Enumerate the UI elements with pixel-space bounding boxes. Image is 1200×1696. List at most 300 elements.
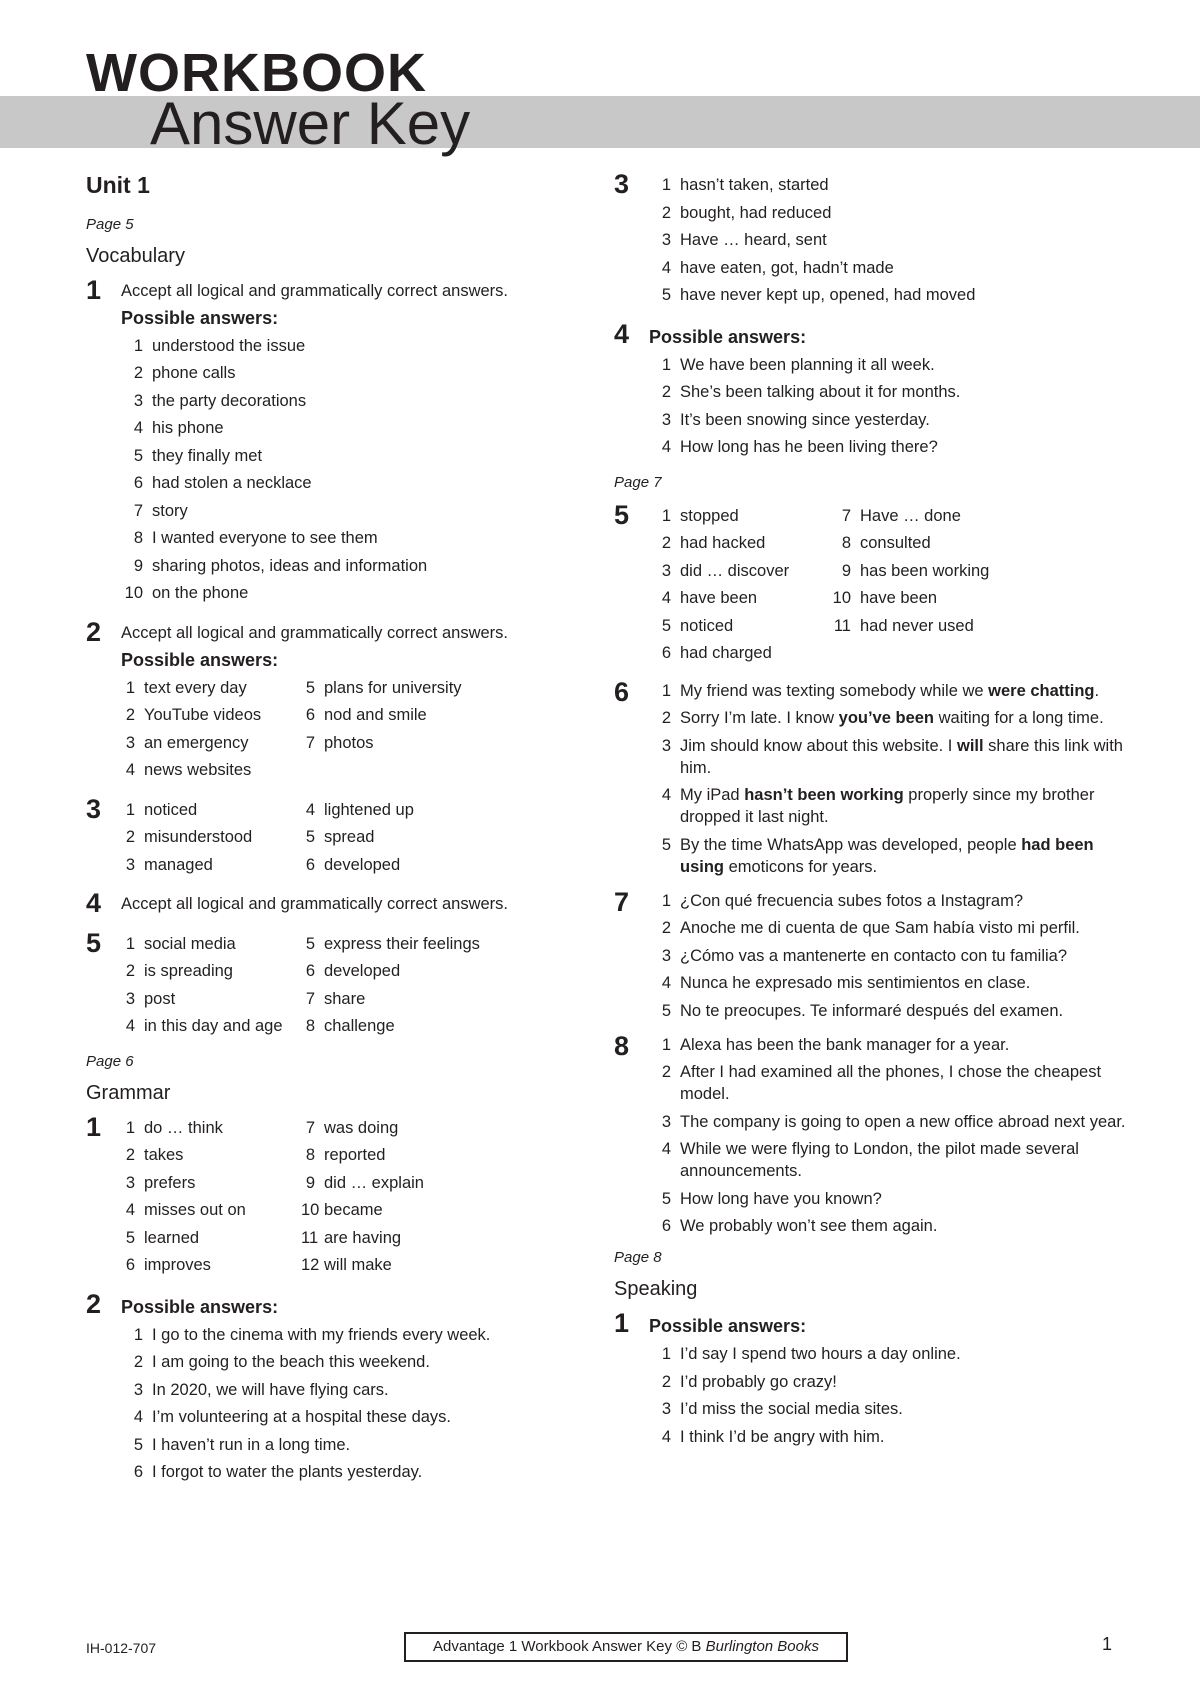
footer-code: IH-012-707 [86, 1640, 157, 1656]
list-item [649, 640, 829, 668]
item-number: 9 [133, 556, 143, 575]
item-number: 4 [661, 1140, 671, 1158]
list-item [649, 282, 1134, 310]
item-number: 2 [125, 706, 135, 725]
item-text: has been working [860, 561, 990, 580]
list-item [301, 986, 531, 1014]
item-number: 5 [661, 286, 671, 304]
list-item [301, 1252, 531, 1280]
item-text: Have … done [860, 506, 961, 525]
answer-list [121, 931, 301, 1041]
item-text-bold: you’ve been [838, 709, 935, 727]
item-text: In 2020, we will have flying cars. [152, 1380, 389, 1399]
answer-grid [121, 675, 586, 785]
list-item [121, 958, 301, 986]
item-text: had charged [680, 644, 772, 662]
item-text: I am going to the beach this weekend. [152, 1353, 430, 1372]
item-text: reported [324, 1146, 386, 1165]
grammar-exercise-7 [614, 886, 1134, 1022]
footer-copyright [404, 1632, 848, 1662]
list-item [301, 1142, 531, 1170]
item-text: express their feelings [324, 934, 480, 953]
item-text: post [144, 989, 176, 1008]
item-text [680, 784, 1134, 828]
item-number: 2 [661, 383, 671, 401]
item-number: 1 [125, 934, 135, 953]
item-text: had hacked [680, 534, 766, 552]
list-item [649, 558, 829, 586]
answer-list [649, 503, 829, 668]
list-item [649, 1061, 1134, 1105]
item-number: 3 [133, 391, 143, 410]
item-number: 4 [125, 761, 135, 780]
list-item [649, 1369, 1134, 1397]
grammar-exercise-5 [614, 499, 1134, 668]
list-item [301, 1115, 531, 1143]
list-item [121, 470, 586, 498]
item-text [680, 735, 1134, 779]
answer-list [301, 931, 531, 1041]
list-item [649, 707, 1134, 729]
item-number: 10 [124, 584, 143, 603]
item-text-part: Jim should know about this website. I [680, 736, 957, 755]
list-item [649, 379, 1134, 407]
list-item [829, 503, 1059, 531]
item-text-bold: will [956, 736, 984, 755]
possible-answers-label: Possible answers: [121, 308, 279, 329]
item-text: misses out on [144, 1201, 246, 1220]
list-item [829, 558, 1059, 586]
item-text-part: emoticons for years. [724, 857, 878, 876]
list-item [121, 1404, 586, 1432]
item-number: 8 [841, 534, 851, 552]
list-item [649, 1111, 1134, 1133]
list-item [649, 890, 1134, 912]
answer-list [301, 675, 531, 785]
item-text: YouTube videos [144, 706, 262, 725]
item-text: hasn’t taken, started [680, 176, 829, 194]
item-number: 3 [125, 989, 135, 1008]
item-number: 4 [305, 800, 315, 819]
list-item [121, 1225, 301, 1253]
vocab-exercise-2 [86, 616, 586, 785]
item-text: I haven’t run in a long time. [152, 1435, 351, 1454]
list-item [649, 503, 829, 531]
possible-answers-label: Possible answers: [121, 1296, 279, 1317]
item-number: 6 [661, 644, 671, 662]
item-text: noticed [144, 800, 198, 819]
item-text [680, 680, 1134, 702]
footer-copyright-text: Advantage 1 Workbook Answer Key © B [433, 1638, 706, 1655]
item-number: 4 [661, 258, 671, 277]
item-number: 6 [305, 706, 315, 725]
answer-list [121, 333, 586, 608]
item-number: 2 [661, 203, 671, 222]
item-text: the party decorations [152, 391, 307, 410]
item-text: his phone [152, 419, 224, 438]
item-number: 3 [661, 410, 671, 429]
list-item [121, 333, 586, 361]
list-item [121, 360, 586, 388]
list-item [121, 1197, 301, 1225]
list-item [649, 917, 1134, 939]
item-text: have eaten, got, hadn’t made [680, 258, 894, 277]
item-number: 7 [305, 989, 315, 1008]
item-number: 3 [661, 736, 671, 755]
list-item [649, 972, 1134, 994]
item-number: 2 [661, 1063, 671, 1081]
vocab-exercise-4 [86, 888, 586, 919]
item-number: 9 [305, 1173, 315, 1192]
item-number: 3 [133, 1380, 143, 1399]
item-text: ¿Cómo vas a mantenerte en contacto con tu familia? [680, 946, 1068, 965]
item-text: do … think [144, 1118, 223, 1137]
list-item [121, 580, 586, 608]
answer-list [301, 797, 531, 880]
list-item [649, 834, 1134, 878]
item-number: 5 [661, 616, 671, 635]
page-ref: Page 8 [614, 1249, 662, 1266]
item-text: improves [144, 1256, 211, 1275]
item-number: 6 [133, 1463, 143, 1482]
list-item [301, 1170, 531, 1198]
answer-list [121, 797, 301, 880]
item-text: It’s been snowing since yesterday. [680, 410, 930, 429]
item-text: spread [324, 828, 375, 847]
list-item [649, 1000, 1134, 1022]
unit-title: Unit 1 [86, 172, 150, 198]
item-text: We probably won’t see them again. [680, 1217, 938, 1235]
item-text: I’d say I spend two hours a day online. [680, 1345, 961, 1363]
list-item [121, 675, 301, 703]
right-column [614, 169, 1134, 1463]
item-number: 4 [661, 1427, 671, 1446]
item-text: Alexa has been the bank manager for a year. [680, 1035, 1010, 1054]
list-item [301, 931, 531, 959]
item-text: I’d miss the social media sites. [680, 1400, 903, 1418]
page-ref: Page 5 [86, 215, 134, 233]
item-number: 2 [661, 709, 671, 727]
answer-list [121, 675, 301, 785]
list-item [649, 200, 1134, 228]
footer-brand: Burlington Books [705, 1638, 819, 1655]
list-item [649, 680, 1134, 702]
exercise-instruction: Accept all logical and grammatically correct answers. [121, 281, 508, 300]
item-text: developed [324, 855, 401, 874]
speaking-exercise-1 [614, 1308, 1134, 1451]
item-text: on the phone [152, 584, 249, 603]
list-item [301, 797, 531, 825]
list-item [121, 852, 301, 880]
answer-grid [649, 503, 1134, 668]
list-item [649, 352, 1134, 380]
list-item [121, 1142, 301, 1170]
grammar-exercise-1 [86, 1111, 586, 1280]
list-item [121, 757, 301, 785]
list-item [829, 613, 1059, 641]
item-number: 12 [301, 1256, 320, 1275]
item-number: 11 [301, 1228, 319, 1247]
list-item [121, 498, 586, 526]
item-text: share [324, 989, 366, 1008]
item-number: 5 [305, 934, 315, 953]
answer-list [301, 1115, 531, 1280]
section-title-speaking: Speaking [614, 1278, 698, 1300]
item-text [680, 707, 1134, 729]
list-item [829, 585, 1059, 613]
item-text: nod and smile [324, 706, 427, 725]
list-item [301, 1225, 531, 1253]
list-item [649, 407, 1134, 435]
item-text: was doing [324, 1118, 399, 1137]
item-text: have been [680, 589, 758, 607]
exercise-number: 2 [86, 1288, 102, 1319]
item-number: 4 [661, 974, 671, 992]
list-item [301, 702, 531, 730]
item-text-bold: hasn’t been working [744, 786, 904, 804]
item-text: takes [144, 1146, 184, 1165]
item-text: have been [860, 589, 938, 607]
list-item [649, 613, 829, 641]
grammar-exercise-6 [614, 676, 1134, 878]
list-item [649, 1138, 1134, 1182]
exercise-number: 1 [86, 1111, 102, 1142]
item-text: The company is going to open a new office abroad next year. [680, 1112, 1126, 1131]
list-item [121, 525, 586, 553]
list-item [829, 530, 1059, 558]
item-text: How long have you known? [680, 1189, 882, 1208]
exercise-number: 6 [614, 676, 630, 707]
exercise-number: 4 [86, 888, 102, 919]
item-text: misunderstood [144, 828, 253, 847]
list-item [121, 1252, 301, 1280]
answer-list [649, 352, 1134, 462]
item-number: 3 [661, 561, 671, 580]
list-item [649, 1341, 1134, 1369]
exercise-number: 3 [614, 169, 630, 199]
item-number: 4 [661, 589, 671, 607]
item-number: 5 [305, 678, 315, 697]
item-number: 1 [661, 506, 671, 525]
item-number: 7 [841, 506, 851, 525]
item-text: ¿Con qué frecuencia subes fotos a Instagram? [680, 891, 1024, 910]
item-number: 2 [125, 828, 135, 847]
item-text-part: My iPad [680, 786, 745, 804]
item-number: 1 [133, 1325, 143, 1344]
item-number: 1 [133, 336, 143, 355]
item-number: 5 [661, 1189, 671, 1208]
item-number: 6 [661, 1217, 671, 1235]
list-item [121, 824, 301, 852]
list-item [649, 255, 1134, 283]
vocab-exercise-5 [86, 927, 586, 1041]
item-number: 2 [133, 1353, 143, 1372]
item-number: 10 [301, 1201, 320, 1220]
item-text: they finally met [152, 446, 263, 465]
answer-grid [121, 931, 586, 1041]
list-item [121, 931, 301, 959]
item-text: prefers [144, 1173, 196, 1192]
title-workbook: WORKBOOK [86, 43, 427, 103]
item-text: managed [144, 855, 213, 874]
list-item [121, 1377, 586, 1405]
grammar-exercise-4 [614, 318, 1134, 462]
item-number: 7 [305, 733, 315, 752]
item-number: 2 [661, 919, 671, 937]
item-number: 3 [661, 231, 671, 249]
exercise-number: 4 [614, 318, 630, 349]
item-number: 8 [305, 1146, 315, 1165]
item-number: 1 [661, 1345, 671, 1363]
item-text: in this day and age [144, 1017, 283, 1036]
left-column [86, 172, 586, 1499]
item-number: 2 [661, 1372, 671, 1391]
list-item [121, 553, 586, 581]
item-number: 4 [125, 1201, 135, 1220]
item-number: 4 [661, 786, 671, 804]
list-item [649, 1188, 1134, 1210]
vocab-exercise-1 [86, 274, 586, 608]
possible-answers-label: Possible answers: [649, 326, 807, 347]
list-item [301, 958, 531, 986]
item-text: text every day [144, 678, 247, 697]
page-number: 1 [1102, 1634, 1113, 1654]
exercise-number: 5 [614, 499, 630, 530]
page-ref: Page 7 [614, 473, 662, 491]
item-text: did … discover [680, 561, 790, 580]
item-number: 7 [133, 501, 143, 520]
item-number: 11 [833, 616, 851, 635]
answer-list [649, 890, 1134, 1022]
list-item [649, 784, 1134, 828]
item-number: 6 [305, 962, 315, 981]
item-text: learned [144, 1228, 200, 1247]
item-text: became [324, 1201, 383, 1220]
item-number: 3 [661, 946, 671, 965]
item-number: 6 [125, 1256, 135, 1275]
item-number: 6 [305, 855, 315, 874]
item-text: social media [144, 934, 236, 953]
item-text: Anoche me di cuenta de que Sam había visto mi perfil. [680, 919, 1080, 937]
item-text: bought, had reduced [680, 203, 832, 222]
item-text: news websites [144, 761, 252, 780]
item-text: stopped [680, 506, 739, 525]
exercise-number: 1 [86, 274, 102, 305]
item-number: 3 [661, 1112, 671, 1131]
grammar-exercise-8 [614, 1030, 1134, 1238]
item-number: 4 [133, 419, 143, 438]
list-item [121, 415, 586, 443]
item-number: 3 [125, 733, 135, 752]
item-number: 1 [125, 678, 135, 697]
item-text: Nunca he expresado mis sentimientos en clase. [680, 974, 1031, 992]
answer-list [649, 680, 1134, 878]
list-item [301, 730, 531, 758]
item-text: consulted [860, 534, 931, 552]
item-number: 1 [661, 355, 671, 374]
grammar-exercise-2 [86, 1288, 586, 1487]
list-item [121, 1170, 301, 1198]
item-text: had stolen a necklace [152, 474, 312, 493]
list-item [301, 675, 531, 703]
answer-list [649, 172, 1134, 310]
item-text: I wanted everyone to see them [152, 529, 378, 548]
list-item [649, 227, 1134, 255]
list-item [301, 824, 531, 852]
item-number: 8 [133, 529, 143, 548]
list-item [649, 1215, 1134, 1237]
item-text: developed [324, 962, 401, 981]
item-text-bold: were chatting [988, 681, 1095, 700]
item-number: 2 [661, 534, 671, 552]
list-item [121, 443, 586, 471]
answer-grid [121, 797, 586, 880]
item-text: photos [324, 733, 374, 752]
list-item [649, 1424, 1134, 1452]
item-text: story [152, 501, 188, 520]
item-number: 8 [305, 1017, 315, 1036]
item-text: While we were flying to London, the pilot made several announcements. [680, 1140, 1079, 1180]
grammar-exercise-3 [614, 169, 1134, 310]
item-number: 1 [661, 891, 671, 910]
item-text: had never used [860, 616, 974, 635]
list-item [121, 1459, 586, 1487]
item-text: an emergency [144, 733, 249, 752]
item-number: 9 [841, 561, 851, 580]
item-number: 2 [125, 962, 135, 981]
list-item [121, 1432, 586, 1460]
list-item [121, 1115, 301, 1143]
list-item [121, 702, 301, 730]
item-text: phone calls [152, 364, 236, 383]
list-item [649, 585, 829, 613]
item-text-part: . [1094, 681, 1100, 700]
list-item [649, 735, 1134, 779]
list-item [649, 1034, 1134, 1056]
section-title-vocabulary: Vocabulary [86, 244, 185, 267]
list-item [121, 1013, 301, 1041]
item-text: No te preocupes. Te informaré después del examen. [680, 1001, 1064, 1020]
list-item [649, 945, 1134, 967]
item-number: 5 [661, 835, 671, 854]
item-number: 1 [125, 800, 135, 819]
item-number: 1 [661, 1035, 671, 1054]
item-number: 5 [661, 1001, 671, 1020]
item-text: sharing photos, ideas and information [152, 556, 428, 575]
item-number: 2 [133, 364, 143, 383]
item-text: How long has he been living there? [680, 438, 938, 456]
list-item [121, 1322, 586, 1350]
answer-list [829, 503, 1059, 668]
list-item [121, 730, 301, 758]
item-text [680, 834, 1134, 878]
item-text: Have … heard, sent [680, 231, 827, 249]
section-title-grammar: Grammar [86, 1081, 171, 1104]
item-text: understood the issue [152, 336, 306, 355]
list-item [649, 172, 1134, 200]
answer-grid [121, 1115, 586, 1280]
list-item [649, 434, 1134, 462]
item-text: After I had examined all the phones, I chose the cheapest model. [680, 1063, 1102, 1103]
possible-answers-label: Possible answers: [649, 1316, 807, 1336]
item-text-part: By the time WhatsApp was developed, people [680, 835, 1022, 854]
item-number: 4 [661, 438, 671, 456]
list-item [121, 1349, 586, 1377]
answer-list [121, 1115, 301, 1280]
exercise-number: 3 [86, 793, 102, 824]
exercise-number: 5 [86, 927, 102, 958]
list-item [301, 1013, 531, 1041]
